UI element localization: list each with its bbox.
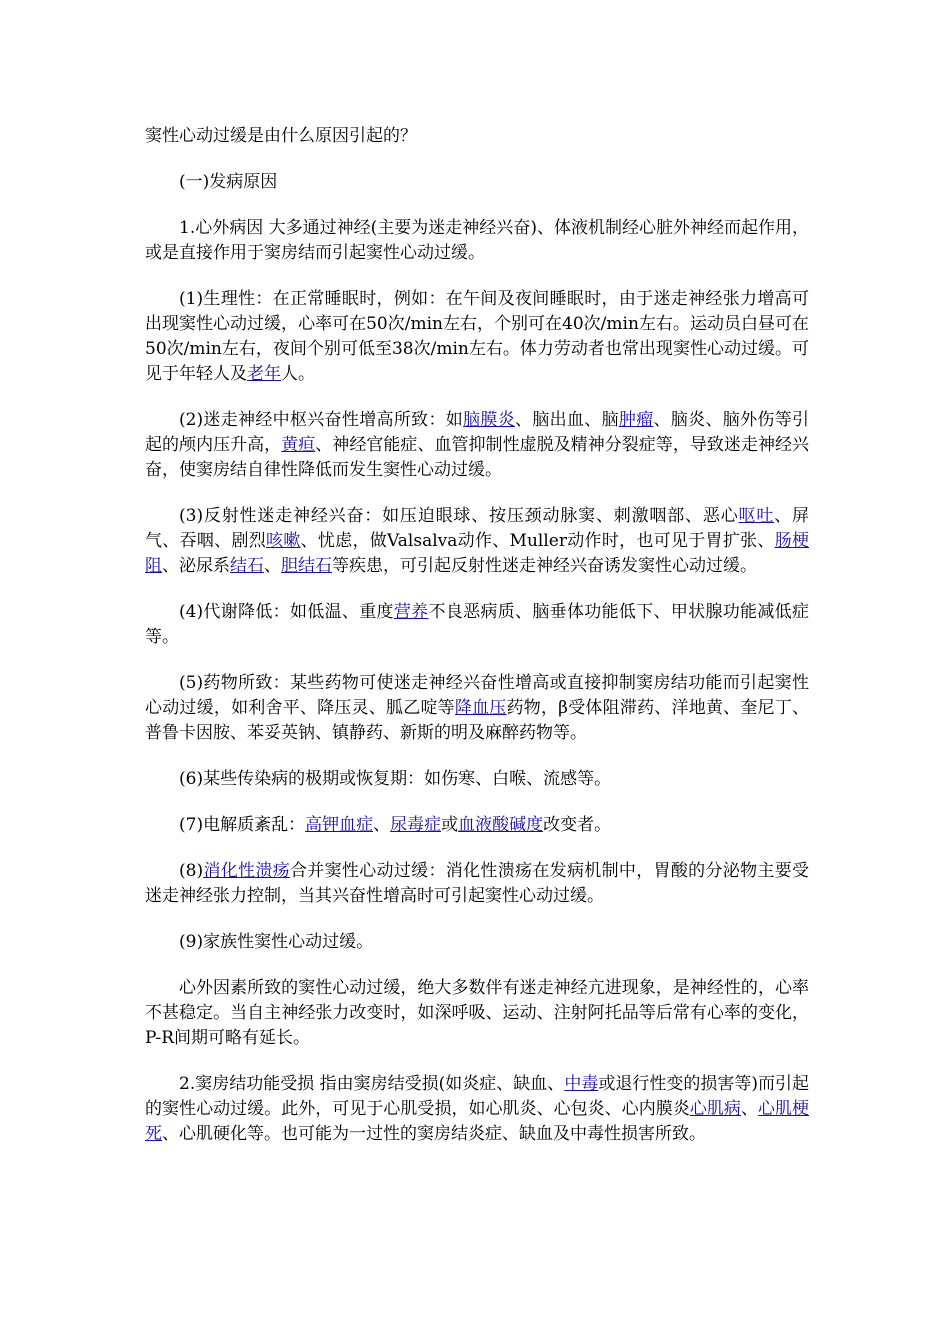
text-segment: (9)家族性窦性心动过缓。: [179, 932, 374, 952]
paragraph-electrolyte: [145, 813, 809, 838]
paragraph-reflex-vagal: [145, 504, 809, 579]
text-segment: (6)某些传染病的极期或恢复期：如伤寒、白喉、流感等。: [179, 769, 612, 789]
document-body: [145, 124, 809, 1168]
text-segment: 、神经官能症、血管抑制性虚脱及精神分裂症等，导致迷走神经兴奋，使窦房结自律性降低而发生窦性心动过缓。: [145, 435, 810, 480]
text-segment: 或: [441, 815, 459, 835]
text-segment: 改变者。: [543, 815, 612, 835]
text-segment: 、心肌硬化等。也可能为一过性的窦房结炎症、缺血及中毒性损害所致。: [162, 1124, 706, 1144]
paragraph-extracardiac-summary: [145, 976, 809, 1051]
text-segment: 合并窦性心动过缓：消化性溃疡在发病机制中，胃酸的分泌物主要受迷走神经张力控制，当其兴奋性增高时可引起窦性心动过缓。: [145, 861, 810, 906]
text-segment: (5)药物所致：某些药物可使迷走神经兴奋性增高或直接抑制窦房结功能而引起窦性心动过缓，如利舍平、降压灵、胍乙啶等: [145, 673, 809, 718]
text-segment: 、忧虑，做Valsalva动作、Muller动作时，也可见于胃扩张、: [300, 531, 775, 551]
link[interactable]: 结石: [230, 556, 264, 576]
text-segment: 、: [264, 556, 281, 576]
paragraph-peptic-ulcer: [145, 859, 809, 909]
link[interactable]: 黄疸: [281, 435, 316, 455]
text-segment: (3)反射性迷走神经兴奋：如压迫眼球、按压颈动脉窦、刺激咽部、恶心: [179, 506, 739, 526]
link[interactable]: 心肌梗死: [145, 1099, 810, 1144]
link[interactable]: 肿瘤: [618, 410, 654, 430]
text-segment: 等疾患，可引起反射性迷走神经兴奋诱发窦性心动过缓。: [332, 556, 757, 576]
text-segment: 心外因素所致的窦性心动过缓，绝大多数伴有迷走神经亢进现象，是神经性的，心率不甚稳定。当自主神经张力改变时，如深呼吸、运动、注射阿托品等后常有心率的变化，P-R间期可略有延长。: [145, 978, 809, 1048]
paragraph-physiological: [145, 287, 809, 387]
link[interactable]: 呕吐: [738, 506, 775, 526]
text-segment: 、脑炎、脑外伤等引起的颅内压升高，: [145, 410, 810, 455]
paragraph-familial: [145, 930, 809, 955]
link[interactable]: 降血压: [454, 698, 507, 718]
text-segment: 窦性心动过缓是由什么原因引起的？: [145, 126, 417, 146]
paragraph-drugs: [145, 671, 809, 746]
text-segment: 、屏气、吞咽、剧烈: [145, 506, 810, 551]
link[interactable]: 消化性溃疡: [203, 861, 290, 881]
text-segment: 不良恶病质、脑垂体功能低下、甲状腺功能减低症等。: [145, 602, 809, 647]
text-segment: 、脑出血、脑: [515, 410, 619, 430]
text-segment: (4)代谢降低：如低温、重度: [179, 602, 394, 622]
text-segment: (8): [179, 861, 204, 881]
text-segment: 2.窦房结功能受损 指由窦房结受损(如炎症、缺血、: [179, 1074, 565, 1094]
link[interactable]: 尿毒症: [390, 815, 442, 835]
link[interactable]: 肠梗阻: [145, 531, 810, 576]
paragraph-vagal-center: [145, 408, 809, 483]
text-segment: 人。: [281, 364, 315, 384]
text-segment: 、: [373, 815, 391, 835]
paragraph-infectious: [145, 767, 809, 792]
link[interactable]: 营养: [393, 602, 429, 622]
link[interactable]: 中毒: [564, 1074, 599, 1094]
text-segment: (2)迷走神经中枢兴奋性增高所致：如: [179, 410, 464, 430]
link[interactable]: 胆结石: [281, 556, 332, 576]
text-segment: 或退行性变的损害等)而引起的窦性心动过缓。此外，可见于心肌受损，如心肌炎、心包炎、心内膜炎: [145, 1074, 810, 1119]
link[interactable]: 老年: [247, 364, 281, 384]
text-segment: (一)发病原因: [179, 172, 278, 192]
text-segment: 药物，β受体阻滞药、洋地黄、奎尼丁、普鲁卡因胺、苯妥英钠、镇静药、新斯的明及麻醉药物等。: [145, 698, 810, 743]
paragraph-sinus-node-damage: [145, 1072, 809, 1147]
text-segment: 1.心外病因 大多通过神经(主要为迷走神经兴奋)、体液机制经心脏外神经而起作用，或是直接作用于窦房结而引起窦性心动过缓。: [145, 218, 809, 263]
text-segment: 、: [740, 1099, 758, 1119]
paragraph-metabolic: [145, 600, 809, 650]
link[interactable]: 高钾血症: [305, 815, 374, 835]
link[interactable]: 心肌病: [689, 1099, 741, 1119]
link[interactable]: 脑膜炎: [463, 410, 516, 430]
text-segment: (1)生理性：在正常睡眠时，例如：在午间及夜间睡眠时，由于迷走神经张力增高可出现窦性心动过缓，心率可在50次/min左右，个别可在40次/min左右。运动员白昼可在50次/min左右，夜间个别可低至38次/min左右。体力劳动者也常出现窦性心动过缓。可见于年轻人及: [145, 289, 809, 384]
section-heading-causes: [145, 170, 809, 195]
link[interactable]: 血液酸碱度: [458, 815, 544, 835]
link[interactable]: 咳嗽: [266, 531, 301, 551]
text-segment: (7)电解质紊乱：: [179, 815, 306, 835]
document-title: [145, 124, 809, 149]
text-segment: 、泌尿系: [162, 556, 230, 576]
paragraph-extracardiac-causes: [145, 216, 809, 266]
